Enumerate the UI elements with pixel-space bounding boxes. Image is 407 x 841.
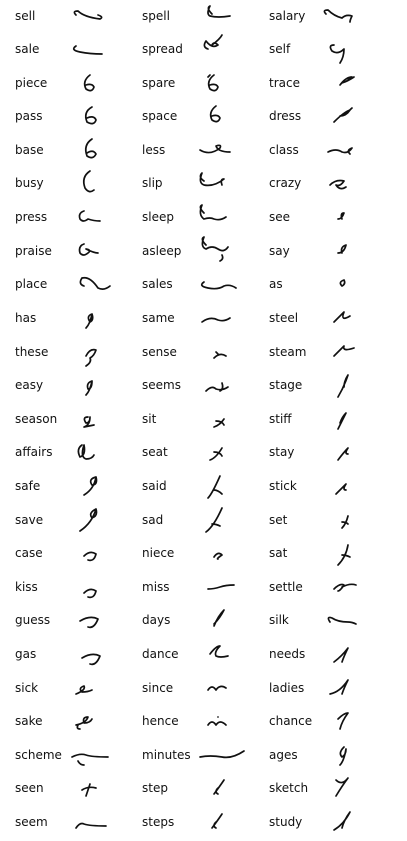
word-label: trace [269,76,300,90]
glyph-stroke [334,346,354,356]
word-label: less [142,143,166,157]
shorthand-glyph [316,739,378,772]
word-label: seem [15,815,48,829]
word-label: affairs [15,445,53,459]
word-label: stiff [269,412,292,426]
glyph-stroke [342,516,348,528]
glyph-stroke [338,545,350,565]
word-label: since [142,681,174,695]
entry-stage [0,369,407,402]
word-label: settle [269,580,303,594]
shorthand-glyph [316,638,378,671]
word-label: said [142,479,167,493]
entry-salary [0,0,407,33]
word-label: easy [15,378,44,392]
word-label: stick [269,479,297,493]
word-label: case [15,546,43,560]
glyph-stroke [338,213,344,219]
shorthand-glyph [316,302,378,335]
glyph-stroke [334,312,350,322]
shorthand-glyph [316,436,378,469]
glyph-stroke [330,680,348,694]
word-label: busy [15,176,44,190]
word-label: spare [142,76,176,90]
word-label: see [269,210,291,224]
glyph-stroke [340,280,344,286]
entry-silk [0,604,407,637]
word-label: needs [269,647,306,661]
word-label: press [15,210,48,224]
shorthand-glyph [316,167,378,200]
shorthand-glyph [316,705,378,738]
glyph-stroke [328,618,356,625]
word-label: dance [142,647,179,661]
glyph-stroke [334,648,348,662]
entry-stiff [0,403,407,436]
word-label: has [15,311,37,325]
entry-dress [0,100,407,133]
entry-say [0,235,407,268]
glyph-stroke [338,245,346,253]
word-label: sketch [269,781,309,795]
glyph-stroke [338,375,348,397]
shorthand-glyph [316,33,378,66]
word-label: as [269,277,283,291]
shorthand-glyph [316,571,378,604]
word-label: set [269,513,288,527]
word-label: asleep [142,244,182,258]
entry-as [0,268,407,301]
word-label: pass [15,109,43,123]
shorthand-glyph [316,504,378,537]
word-label: sad [142,513,164,527]
word-label: hence [142,714,179,728]
word-label: steps [142,815,175,829]
shorthand-glyph [316,134,378,167]
glyph-stroke [324,10,352,22]
word-label: days [142,613,171,627]
word-label: steel [269,311,299,325]
entry-class [0,134,407,167]
word-label: silk [269,613,289,627]
shorthand-glyph [316,604,378,637]
glyph-stroke [340,747,346,765]
word-label: salary [269,9,306,23]
shorthand-glyph [316,100,378,133]
glyph-stroke [334,812,350,830]
shorthand-glyph [316,67,378,100]
glyph-stroke [334,108,352,122]
word-label: class [269,143,299,157]
word-label: scheme [15,748,62,762]
shorthand-glyph [316,470,378,503]
word-label: sit [142,412,157,426]
word-label: stay [269,445,295,459]
word-label: kiss [15,580,38,594]
shorthand-glyph [316,0,378,33]
word-label: sell [15,9,36,23]
word-label: sat [269,546,288,560]
shorthand-glyph [316,201,378,234]
word-label: sleep [142,210,174,224]
entry-needs [0,638,407,671]
word-label: praise [15,244,52,258]
glyph-stroke [330,45,344,63]
glyph-stroke [338,713,348,729]
word-label: base [15,143,44,157]
entry-see [0,201,407,234]
word-label: self [269,42,291,56]
word-label: crazy [269,176,302,190]
word-label: miss [142,580,170,594]
word-label: seat [142,445,168,459]
word-label: piece [15,76,48,90]
entry-steel [0,302,407,335]
word-label: guess [15,613,51,627]
shorthand-glyph [316,235,378,268]
word-label: niece [142,546,175,560]
entry-trace [0,67,407,100]
word-label: season [15,412,58,426]
word-label: study [269,815,303,829]
word-label: save [15,513,44,527]
glyph-stroke [328,148,352,154]
word-label: safe [15,479,41,493]
shorthand-glyph [316,403,378,436]
entry-steam [0,336,407,369]
word-label: step [142,781,168,795]
word-label: seen [15,781,44,795]
shorthand-glyph [316,672,378,705]
glyph-stroke [334,584,356,591]
word-label: chance [269,714,313,728]
entry-ages [0,739,407,772]
word-label: slip [142,176,163,190]
word-label: minutes [142,748,191,762]
entry-ladies [0,672,407,705]
word-label: same [142,311,175,325]
glyph-stroke [330,181,346,189]
word-label: these [15,345,49,359]
entry-self [0,33,407,66]
glyph-stroke [340,77,354,85]
entry-crazy [0,167,407,200]
word-label: spread [142,42,183,56]
glyph-stroke [338,413,346,429]
word-label: ladies [269,681,305,695]
entry-sketch [0,772,407,805]
word-label: spell [142,9,170,23]
glyph-stroke [336,778,348,796]
entry-stay [0,436,407,469]
shorthand-glyph [316,772,378,805]
shorthand-glyph [316,806,378,839]
word-label: dress [269,109,302,123]
word-label: gas [15,647,37,661]
word-label: ages [269,748,298,762]
word-label: say [269,244,290,258]
word-label: stage [269,378,303,392]
word-label: place [15,277,48,291]
entry-study [0,806,407,839]
glyph-stroke [336,484,346,494]
shorthand-glyph [316,369,378,402]
glyph-stroke [338,448,348,460]
entry-set [0,504,407,537]
entry-stick [0,470,407,503]
word-label: sale [15,42,40,56]
word-label: sake [15,714,43,728]
word-label: sales [142,277,173,291]
entry-chance [0,705,407,738]
shorthand-glyph [316,537,378,570]
shorthand-glyph [316,336,378,369]
word-label: sick [15,681,39,695]
word-label: space [142,109,178,123]
shorthand-glyph [316,268,378,301]
entry-sat [0,537,407,570]
word-label: seems [142,378,181,392]
word-label: sense [142,345,177,359]
word-label: steam [269,345,307,359]
entry-settle [0,571,407,604]
